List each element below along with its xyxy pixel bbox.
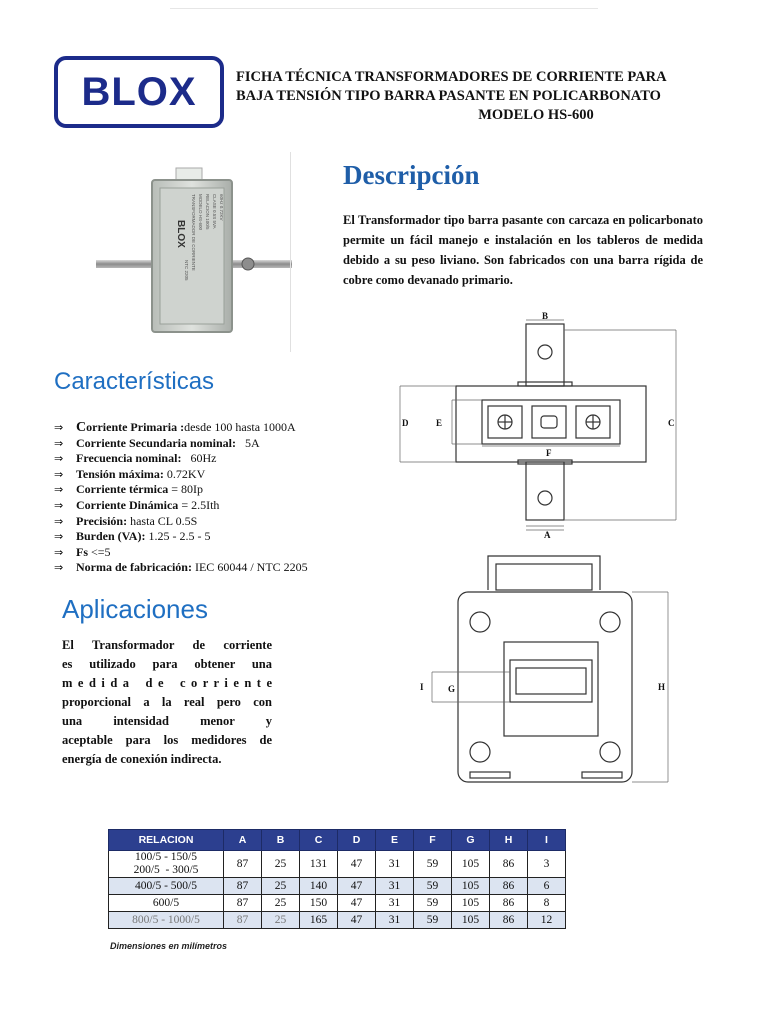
aplicaciones-body (62, 636, 272, 769)
table-cell: 31 (376, 895, 414, 912)
app-line: aceptable para los medidores de (62, 733, 272, 747)
dim-label-d: D (402, 418, 409, 428)
title-line-2: BAJA TENSIÓN TIPO BARRA PASANTE EN POLICARBONATO (236, 88, 661, 104)
plate-line-4: CLASE 0.5S 5VA (212, 194, 217, 229)
table-cell: 59 (414, 851, 452, 878)
descripcion-heading: Descripción (343, 160, 480, 190)
dimensions-note: Dimensiones en milímetros (110, 941, 228, 951)
product-photo (96, 160, 292, 350)
table-header-cell: G (452, 830, 490, 851)
top-view-diagram (396, 310, 696, 540)
dim-label-h: H (658, 682, 666, 692)
table-cell: 86 (490, 878, 528, 895)
table-header-cell: I (528, 830, 566, 851)
relacion-line: 200/5 - 300/5 (133, 864, 199, 876)
table-cell: 47 (338, 912, 376, 929)
table-cell: 31 (376, 851, 414, 878)
table-cell: 86 (490, 912, 528, 929)
arrow-icon: ⇒ (54, 498, 64, 512)
photo-brand: BLOX (175, 220, 186, 248)
aplicaciones-heading: Aplicaciones (62, 594, 208, 624)
caracteristicas-heading: Características (54, 368, 215, 395)
char-item-frequency (54, 451, 364, 467)
char-value: 0.72KV (163, 466, 206, 481)
char-value: = 80Ip (168, 482, 204, 497)
char-label: Fs (76, 544, 88, 559)
blox-logo: BLOX (54, 56, 224, 128)
table-row (109, 895, 566, 912)
dim-label-f: F (546, 448, 552, 458)
app-line: una intensidad menor y (62, 714, 272, 728)
plate-line-2: MODELO HS-600 (198, 194, 203, 231)
table-cell: 150 (300, 895, 338, 912)
char-value: IEC 60044 / NTC 2205 (191, 560, 308, 575)
dim-label-b: B (542, 311, 549, 321)
arrow-icon: ⇒ (54, 545, 64, 559)
char-value: 5A (236, 435, 260, 450)
table-header-cell: C (300, 830, 338, 851)
table-cell: 31 (376, 878, 414, 895)
top-divider (170, 8, 598, 9)
arrow-icon: ⇒ (54, 452, 64, 466)
char-item-burden (54, 529, 364, 545)
arrow-icon: ⇒ (54, 530, 64, 544)
table-header-cell: E (376, 830, 414, 851)
char-value: 1.25 - 2.5 - 5 (145, 529, 211, 544)
char-label: orriente Primaria : (86, 420, 185, 434)
photo-divider (290, 152, 291, 352)
descripcion-body: El Transformador tipo barra pasante con carcaza en policarbonato permite un fácil manejo e instalación en los tableros de medida debido a su peso liviano. Son fabricados con una barra rígida de cobre como devanado primario. (343, 213, 703, 287)
table-row (109, 878, 566, 895)
table-cell: 3 (528, 851, 566, 878)
char-label-initial: C (76, 420, 87, 435)
title-line-3: MODELO HS-600 (478, 107, 594, 123)
relacion-line: 100/5 - 150/5 (135, 851, 197, 863)
table-header-cell: B (262, 830, 300, 851)
table-cell: 25 (262, 912, 300, 929)
table-cell: 31 (376, 912, 414, 929)
table-cell: 131 (300, 851, 338, 878)
char-item-primary-current (54, 420, 364, 436)
table-header-row (109, 830, 566, 851)
char-item-secondary-current (54, 436, 364, 452)
table-cell: 140 (300, 878, 338, 895)
table-cell: 59 (414, 912, 452, 929)
arrow-icon: ⇒ (54, 436, 64, 450)
table-cell: 6 (528, 878, 566, 895)
table-header-cell: F (414, 830, 452, 851)
relacion-cell: 800/5 - 1000/5 (109, 912, 224, 929)
arrow-icon: ⇒ (54, 421, 64, 434)
char-item-precision (54, 514, 364, 530)
table-cell: 87 (224, 878, 262, 895)
app-line: proporcional a la real pero con (62, 695, 272, 709)
char-label: Burden (VA): (76, 529, 146, 544)
table-header-cell: A (224, 830, 262, 851)
table-cell: 105 (452, 895, 490, 912)
char-item-fs (54, 545, 364, 561)
dim-label-a: A (544, 530, 551, 540)
arrow-icon: ⇒ (54, 514, 64, 528)
front-view-diagram (414, 546, 704, 796)
table-cell: 47 (338, 878, 376, 895)
char-label: Corriente térmica (76, 482, 169, 497)
table-cell: 86 (490, 895, 528, 912)
char-label: Norma de fabricación: (76, 560, 192, 575)
char-label: Frecuencia nominal: (76, 451, 182, 466)
dimensions-table (108, 829, 566, 929)
table-cell: 25 (262, 851, 300, 878)
document-title (236, 68, 714, 125)
table-cell: 87 (224, 895, 262, 912)
table-cell: 12 (528, 912, 566, 929)
char-value: desde 100 hasta 1000A (184, 420, 296, 434)
relacion-cell (109, 851, 224, 878)
dim-label-g: G (448, 684, 456, 694)
table-header-cell: H (490, 830, 528, 851)
char-label: Corriente Dinámica (76, 497, 179, 512)
table-cell: 165 (300, 912, 338, 929)
app-line: es utilizado para obtener una (62, 657, 272, 671)
char-item-thermal-current (54, 482, 364, 498)
characteristics-list (54, 420, 364, 576)
table-cell: 105 (452, 878, 490, 895)
table-cell: 59 (414, 878, 452, 895)
dim-label-i: I (420, 682, 424, 692)
table-cell: 47 (338, 851, 376, 878)
app-line: El Transformador de corriente (62, 638, 272, 652)
table-cell: 105 (452, 912, 490, 929)
plate-line-3: RELACION 100/5 (205, 194, 210, 230)
table-cell: 8 (528, 895, 566, 912)
table-cell: 47 (338, 895, 376, 912)
table-cell: 59 (414, 895, 452, 912)
title-line-1: FICHA TÉCNICA TRANSFORMADORES DE CORRIENTE PARA (236, 69, 667, 85)
plate-line-6: NTC 2205 (184, 260, 189, 281)
char-item-max-voltage (54, 467, 364, 483)
table-cell: 87 (224, 912, 262, 929)
table-row (109, 912, 566, 929)
relacion-cell: 600/5 (109, 895, 224, 912)
dim-label-e: E (436, 418, 443, 428)
char-value: 60Hz (181, 451, 217, 466)
char-label: Corriente Secundaria nominal: (76, 435, 236, 450)
char-value: hasta CL 0.5S (127, 513, 198, 528)
table-cell: 87 (224, 851, 262, 878)
plate-line-5: 60Hz 0.72KV (219, 194, 224, 221)
char-item-dynamic-current (54, 498, 364, 514)
char-value: <=5 (88, 544, 111, 559)
arrow-icon: ⇒ (54, 483, 64, 497)
arrow-icon: ⇒ (54, 467, 64, 481)
app-line: energía de conexión indirecta. (62, 752, 222, 766)
char-item-standard (54, 560, 364, 576)
table-header-cell: D (338, 830, 376, 851)
char-label: Precisión: (76, 513, 128, 528)
app-line: m e d i d a d e c o r r i e n t e (62, 676, 272, 690)
char-label: Tensión máxima: (76, 466, 164, 481)
char-value: = 2.5Ith (178, 497, 220, 512)
arrow-icon: ⇒ (54, 561, 64, 575)
table-cell: 25 (262, 878, 300, 895)
table-cell: 105 (452, 851, 490, 878)
table-cell: 25 (262, 895, 300, 912)
plate-line-1: TRANSFORMADOR DE CORRIENTE (191, 194, 196, 271)
table-header-cell: RELACION (109, 830, 224, 851)
table-row (109, 851, 566, 878)
table-cell: 86 (490, 851, 528, 878)
dim-label-c: C (668, 418, 675, 428)
relacion-cell: 400/5 - 500/5 (109, 878, 224, 895)
